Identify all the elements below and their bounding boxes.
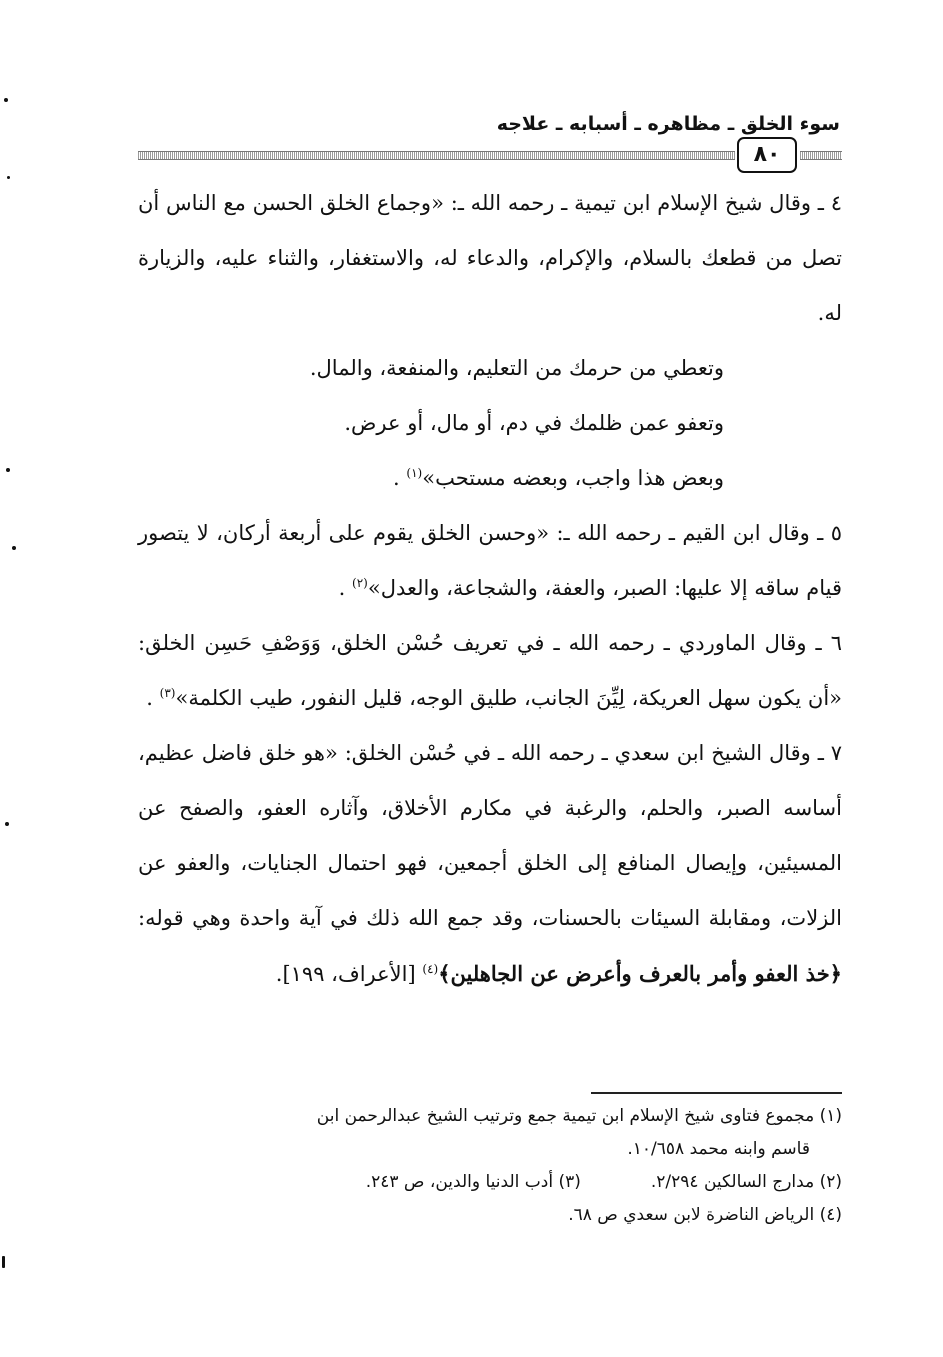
- paragraph-4-line-3: وتعفو عمن ظلمك في دم، أو مال، أو عرض.: [344, 411, 724, 435]
- paragraph-4-end: .: [393, 466, 400, 490]
- paragraph-4-line-4: [138, 451, 842, 506]
- paragraph-4-text: وبعض هذا واجب، وبعضه مستحب»: [422, 466, 724, 490]
- footnote-ref-2: (٢): [352, 576, 368, 590]
- header-rule-short: [800, 151, 842, 160]
- paragraph-4-line-2: وتعطي من حرمك من التعليم، والمنفعة، والمال.: [309, 356, 724, 380]
- paragraph-7-text: ٧ ـ وقال الشيخ ابن سعدي ـ رحمه الله ـ في حُسْن الخلق: «هو خلق فاضل عظيم، أساسه الصبر، والحلم، والرغبة في مكارم الأخلاق، وآثاره العفو، والصفح عن المسيئين، وإيصال المنافع إلى الخلق أجمعين، فهو احتمال الجنايات، والعفو عن الزلات، ومقابلة السيئات بالحسنات، وقد جمع الله ذلك في آية واحدة وهي قوله:: [138, 741, 842, 930]
- main-text: [138, 176, 842, 1002]
- scan-speck: [12, 546, 16, 550]
- footnote-row: [138, 1166, 842, 1199]
- footnote-3: (٣) أدب الدنيا والدين، ص ٢٤٣.: [365, 1172, 581, 1192]
- paragraph-6-text: ٦ ـ وقال الماوردي ـ رحمه الله ـ في تعريف حُسْن الخلق، وَوَصْفِ حَسِن الخلق: «أن يكون سهل العريكة، لِيِّنَ الجانب، طليق الوجه، قليل النفور، طيب الكلمة»: [138, 631, 843, 710]
- footnotes: [138, 1100, 842, 1232]
- footnote-4: (٤) الرياض الناضرة لابن سعدي ص ٦٨.: [568, 1205, 842, 1225]
- footnote-ref-4: (٤): [422, 962, 439, 976]
- running-title: سوء الخلق ـ مظاهره ـ أسبابه ـ علاجه: [496, 113, 840, 135]
- page-number: ٨٠: [737, 137, 797, 173]
- footnote-separator: [591, 1092, 842, 1094]
- scan-speck: [5, 822, 9, 826]
- paragraph-4: ٤ ـ وقال شيخ الإسلام ابن تيمية ـ رحمه الله ـ: «وجماع الخلق الحسن مع الناس أن تصل من قطعك بالسلام، والإكرام، والدعاء له، والاستغفار، والثناء عليه، والزيارة له.: [138, 191, 842, 325]
- scan-speck: [2, 1256, 5, 1268]
- header-rule: [138, 151, 735, 160]
- paragraph-5-end: .: [338, 576, 346, 600]
- verse-source: [الأعراف، ١٩٩].: [275, 962, 416, 986]
- paragraph-5-text: ٥ ـ وقال ابن القيم ـ رحمه الله ـ: «وحسن الخلق يقوم على أربعة أركان، لا يتصور قيام ساقه إلا عليها: الصبر، والعفة، والشجاعة، والعدل»: [138, 521, 842, 600]
- footnote-2: (٢) مدارج السالكين ٢/٢٩٤.: [650, 1172, 842, 1192]
- footnote-ref-3: (٣): [159, 686, 176, 700]
- paragraph-6-end: .: [146, 686, 153, 710]
- paragraph-6: [138, 616, 842, 726]
- scan-speck: [7, 176, 10, 179]
- footnote-1: (١) مجموع فتاوى شيخ الإسلام ابن تيمية جمع وترتيب الشيخ عبدالرحمن ابن: [316, 1106, 842, 1126]
- scan-speck: [6, 468, 10, 472]
- footnote-ref-1: (١): [406, 466, 423, 480]
- scan-speck: [4, 98, 8, 102]
- paragraph-7: [138, 726, 842, 1002]
- quran-verse: ﴿خذ العفو وأمر بالعرف وأعرض عن الجاهلين﴾: [438, 961, 842, 986]
- paragraph-5: [138, 506, 842, 616]
- footnote-1-cont: قاسم وابنه محمد ١٠/٦٥٨.: [627, 1139, 810, 1159]
